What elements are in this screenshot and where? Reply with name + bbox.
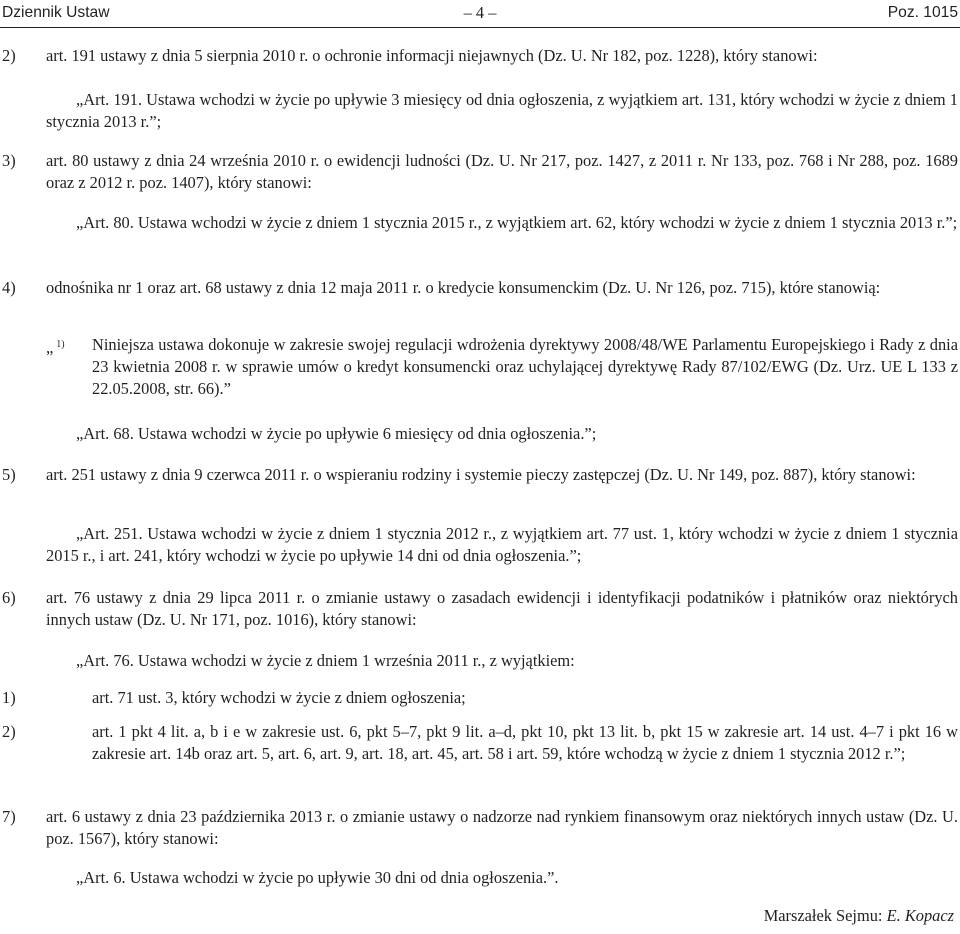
item-text: odnośnika nr 1 oraz art. 68 ustawy z dnia 12 maja 2011 r. o kredycie konsumenckim (Dz. U. Nr 126, poz. 715), które stanowią:	[46, 278, 881, 297]
footnote-mark	[46, 334, 65, 359]
position-number: Poz. 1015	[887, 4, 958, 21]
sub-item-number: 1)	[2, 688, 16, 707]
sub-item-number: 2)	[2, 722, 16, 741]
sub-item-text: art. 71 ust. 3, który wchodzi w życie z dniem ogłoszenia;	[92, 688, 466, 707]
sub-item-text: art. 1 pkt 4 lit. a, b i e w zakresie ust. 6, pkt 5–7, pkt 9 lit. a–d, pkt 10, pkt 13 lit. b, pkt 15 w zakresie art. 14 ust. 4–7 i pkt 16 w zakresie art. 14b oraz art. 5, art. 6, art. 9, art. 18, art. 45, art. 58 i art. 59, które wchodzą w życie z dniem 1 stycznia 2012 r.”;	[92, 722, 958, 763]
publication-title: Dziennik Ustaw	[2, 4, 110, 21]
item-number: 7)	[2, 807, 16, 826]
item-text: art. 191 ustawy z dnia 5 sierpnia 2010 r. o ochronie informacji niejawnych (Dz. U. Nr 182, poz. 1228), który stanowi:	[46, 46, 818, 65]
quoted-article: „Art. 191. Ustawa wchodzi w życie po upływie 3 miesięcy od dnia ogłoszenia, z wyjątkiem art. 131, który wchodzi w życie z dniem 1 stycznia 2013 r.”;	[46, 90, 958, 131]
footnote-number: 1)	[56, 339, 65, 350]
page-number: – 4 –	[463, 3, 497, 22]
item-number: 3)	[2, 151, 16, 170]
item-number: 4)	[2, 278, 16, 297]
item-number: 6)	[2, 588, 16, 607]
signature-name: E. Kopacz	[886, 906, 954, 925]
item-number: 5)	[2, 465, 16, 484]
item-text: art. 80 ustawy z dnia 24 września 2010 r. o ewidencji ludności (Dz. U. Nr 217, poz. 1427, z 2011 r. Nr 133, poz. 768 i Nr 288, poz. 1689 oraz z 2012 r. poz. 1407), który stanowi:	[46, 151, 958, 192]
footnote-text: Niniejsza ustawa dokonuje w zakresie swojej regulacji wdrożenia dyrektywy 2008/48/WE Parlamentu Europejskiego i Rady z dnia 23 kwietnia 2008 r. w sprawie umów o kredyt konsumencki oraz uchylającej dyrektywę Rady 87/102/EWG (Dz. Urz. UE L 133 z 22.05.2008, str. 66).”	[92, 335, 958, 398]
item-text: art. 76 ustawy z dnia 29 lipca 2011 r. o zmianie ustawy o zasadach ewidencji i identyfikacji podatników i płatników oraz niektórych innych ustaw (Dz. U. Nr 171, poz. 1016), który stanowi:	[46, 588, 958, 629]
item-number: 2)	[2, 46, 16, 65]
item-text: art. 6 ustawy z dnia 23 października 2013 r. o zmianie ustawy o nadzorze nad rynkiem finansowym oraz niektórych innych ustaw (Dz. U. poz. 1567), który stanowi:	[46, 807, 958, 848]
quoted-article: „Art. 80. Ustawa wchodzi w życie z dniem 1 stycznia 2015 r., z wyjątkiem art. 62, który wchodzi w życie z dniem 1 stycznia 2013 r.”;	[76, 213, 958, 232]
footnote-open-quote: „	[46, 338, 54, 357]
signature	[764, 905, 954, 927]
quoted-article: „Art. 251. Ustawa wchodzi w życie z dniem 1 stycznia 2012 r., z wyjątkiem art. 77 ust. 1, który wchodzi w życie z dniem 1 stycznia 2015 r., i art. 241, który wchodzi w życie po upływie 14 dni od dnia ogłoszenia.”;	[46, 524, 958, 565]
quoted-article: „Art. 6. Ustawa wchodzi w życie po upływie 30 dni od dnia ogłoszenia.”.	[76, 868, 559, 887]
quoted-article: „Art. 76. Ustawa wchodzi w życie z dniem 1 września 2011 r., z wyjątkiem:	[76, 651, 575, 670]
item-text: art. 251 ustawy z dnia 9 czerwca 2011 r. o wspieraniu rodziny i systemie pieczy zastępczej (Dz. U. Nr 149, poz. 887), który stanowi:	[46, 465, 916, 484]
signature-role: Marszałek Sejmu:	[763, 906, 883, 925]
quoted-article: „Art. 68. Ustawa wchodzi w życie po upływie 6 miesięcy od dnia ogłoszenia.”;	[76, 424, 597, 443]
